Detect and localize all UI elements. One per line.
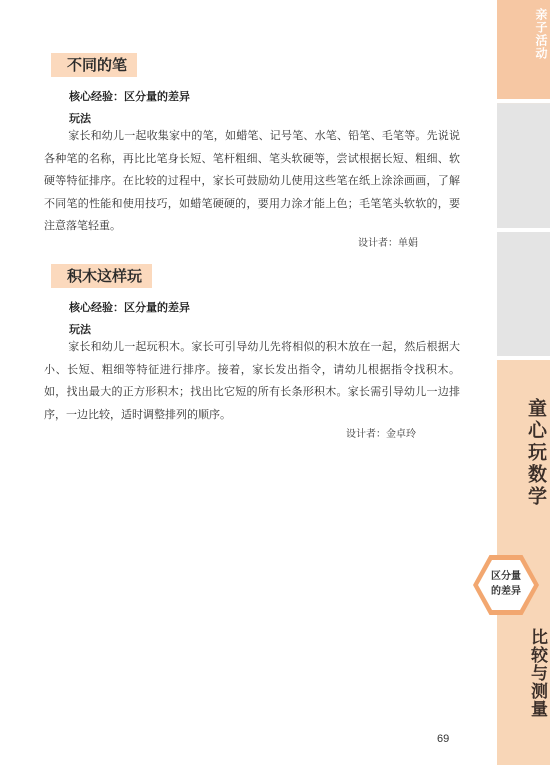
designer-credit: 设计者：金卓玲 [346, 429, 416, 440]
section-body-text: 家长和幼儿一起收集家中的笔，如蜡笔、记号笔、水笔、铅笔、毛笔等。先说说各种笔的名称，再比比笔身长短、笔杆粗细、笔头软硬等，尝试根据长短、粗细、软硬等特征排序。在比较的过程中，家长可鼓励幼儿使用这些笔在纸上涂涂画画，了解不同笔的性能和使用技巧，如蜡笔硬硬的，要用力涂才能上色；毛笔笔头软软的，要注意落笔轻重。 [44, 129, 460, 232]
side-tab-chapter-label: 比较与测量 [527, 628, 547, 718]
side-tab-blank-2 [497, 232, 550, 356]
hexagon-badge-label [478, 569, 534, 599]
page-number: 69 [437, 733, 450, 745]
designer-credit: 设计者：单娟 [358, 238, 418, 249]
core-experience-label: 核心经验：区分量的差异 [69, 90, 190, 103]
play-label: 玩法 [69, 323, 91, 336]
side-tab-top-label: 亲子活动 [534, 8, 548, 60]
section-body [44, 336, 460, 426]
section-body-text: 家长和幼儿一起玩积木。家长可引导幼儿先将相似的积木放在一起，然后根据大小、长短、粗细等特征进行排序。接着，家长发出指令，请幼儿根据指令找积木。如，找出最大的正方形积木；找出比它短的所有长条形积木。家长需引导幼儿一边排序，一边比较，适时调整排列的顺序。 [44, 340, 460, 421]
tab-divider [497, 228, 550, 232]
side-tab-blank-1 [497, 104, 550, 228]
core-experience-label: 核心经验：区分量的差异 [69, 301, 190, 314]
section-body [44, 125, 460, 238]
section-title: 不同的笔 [51, 53, 137, 77]
tab-divider [497, 99, 550, 103]
play-label: 玩法 [69, 112, 91, 125]
side-tab-main-label: 童心玩数学 [525, 398, 547, 508]
badge-text: 区分量的差异 [491, 571, 521, 597]
section-title: 积木这样玩 [51, 264, 152, 288]
tab-divider [497, 356, 550, 360]
